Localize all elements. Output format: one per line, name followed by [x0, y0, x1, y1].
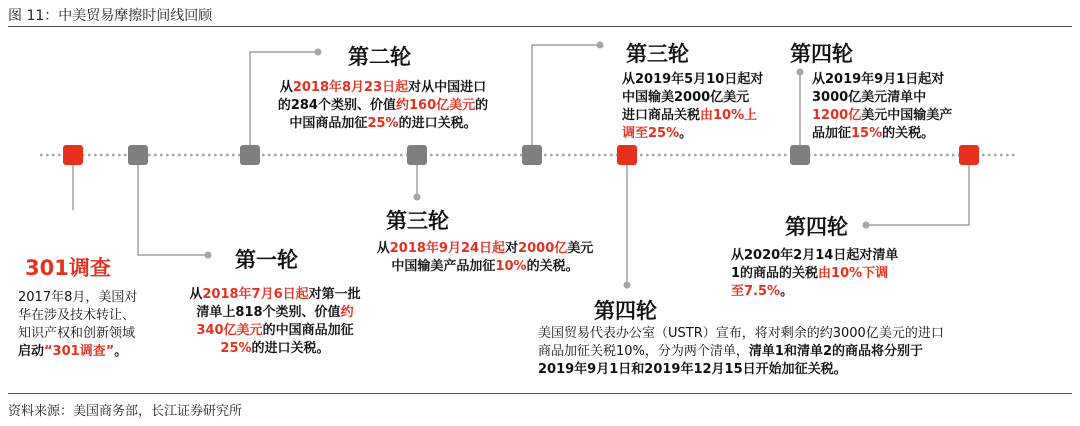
- text-round4c: 美国贸易代表办公室（USTR）宣布，将对剩余的约3000亿美元的进口 商品加征关税10%，分为两个清单，清单1和清单2的商品将分别于 2019年9月1日和2019年12月15日开始加征关税。: [538, 326, 944, 377]
- figure-source: 资料来源：美国商务部，长江证券研究所: [8, 404, 243, 419]
- marker-round3b: [522, 145, 542, 165]
- title-round3a: 第三轮: [386, 209, 449, 233]
- title-301: 301调查: [25, 256, 111, 280]
- title-round4b: 第四轮: [785, 215, 848, 239]
- connector-dot-round3a: [414, 194, 421, 201]
- title-round4a: 第四轮: [790, 42, 853, 66]
- connector-round3b: [532, 45, 600, 145]
- connector-dot-round4a: [797, 69, 804, 76]
- connector-round4b: [866, 165, 969, 225]
- connector-dot-round3b: [597, 42, 604, 49]
- marker-round2: [240, 145, 260, 165]
- title-round4c: 第四轮: [594, 299, 657, 323]
- connector-dot-round4c: [624, 282, 631, 289]
- marker-round4b: [959, 145, 979, 165]
- text-round2: 从2018年8月23日起对从中国进口 的284个类别、价值约160亿美元的 中国商品加征25%的进口关税。: [277, 80, 489, 131]
- figure-caption: 图 11：中美贸易摩擦时间线回顾: [8, 8, 213, 24]
- marker-round1: [128, 145, 148, 165]
- text-301: 2017年8月，美国对 华在涉及技术转让、 知识产权和创新领域 启动“301调查”。: [18, 290, 138, 359]
- connector-round1: [138, 165, 208, 255]
- marker-round4c: [617, 145, 637, 165]
- connector-dot-round4b: [863, 222, 870, 229]
- title-round2: 第二轮: [348, 45, 411, 69]
- marker-301: [63, 145, 83, 165]
- text-round3a: 从2018年9月24日起对2000亿美元 中国输美产品加征10%的关税。: [376, 241, 594, 274]
- connector-dot-round2: [315, 49, 322, 56]
- marker-round4a: [790, 145, 810, 165]
- marker-round3a: [407, 145, 427, 165]
- text-round4b: 从2020年2月14日起对清单 1的商品的关税由10%下调 至7.5%。: [731, 248, 899, 299]
- text-round3b: 从2019年5月10日起对 中国输美2000亿美元 进口商品关税由10%上 调至25%。: [622, 72, 764, 141]
- title-round1: 第一轮: [235, 248, 298, 272]
- title-round3b: 第三轮: [626, 42, 689, 66]
- text-round4a: 从2019年9月1日起对 3000亿美元清单中 1200亿美元中国输美产 品加征15%的关税。: [812, 72, 953, 141]
- connector-dot-round1: [205, 252, 212, 259]
- bottom-rule: [8, 393, 1072, 394]
- text-round1: 从2018年7月6日起对第一批 清单上818个类别、价值约 340亿美元的中国商品加征 25%的进口关税。: [189, 287, 361, 356]
